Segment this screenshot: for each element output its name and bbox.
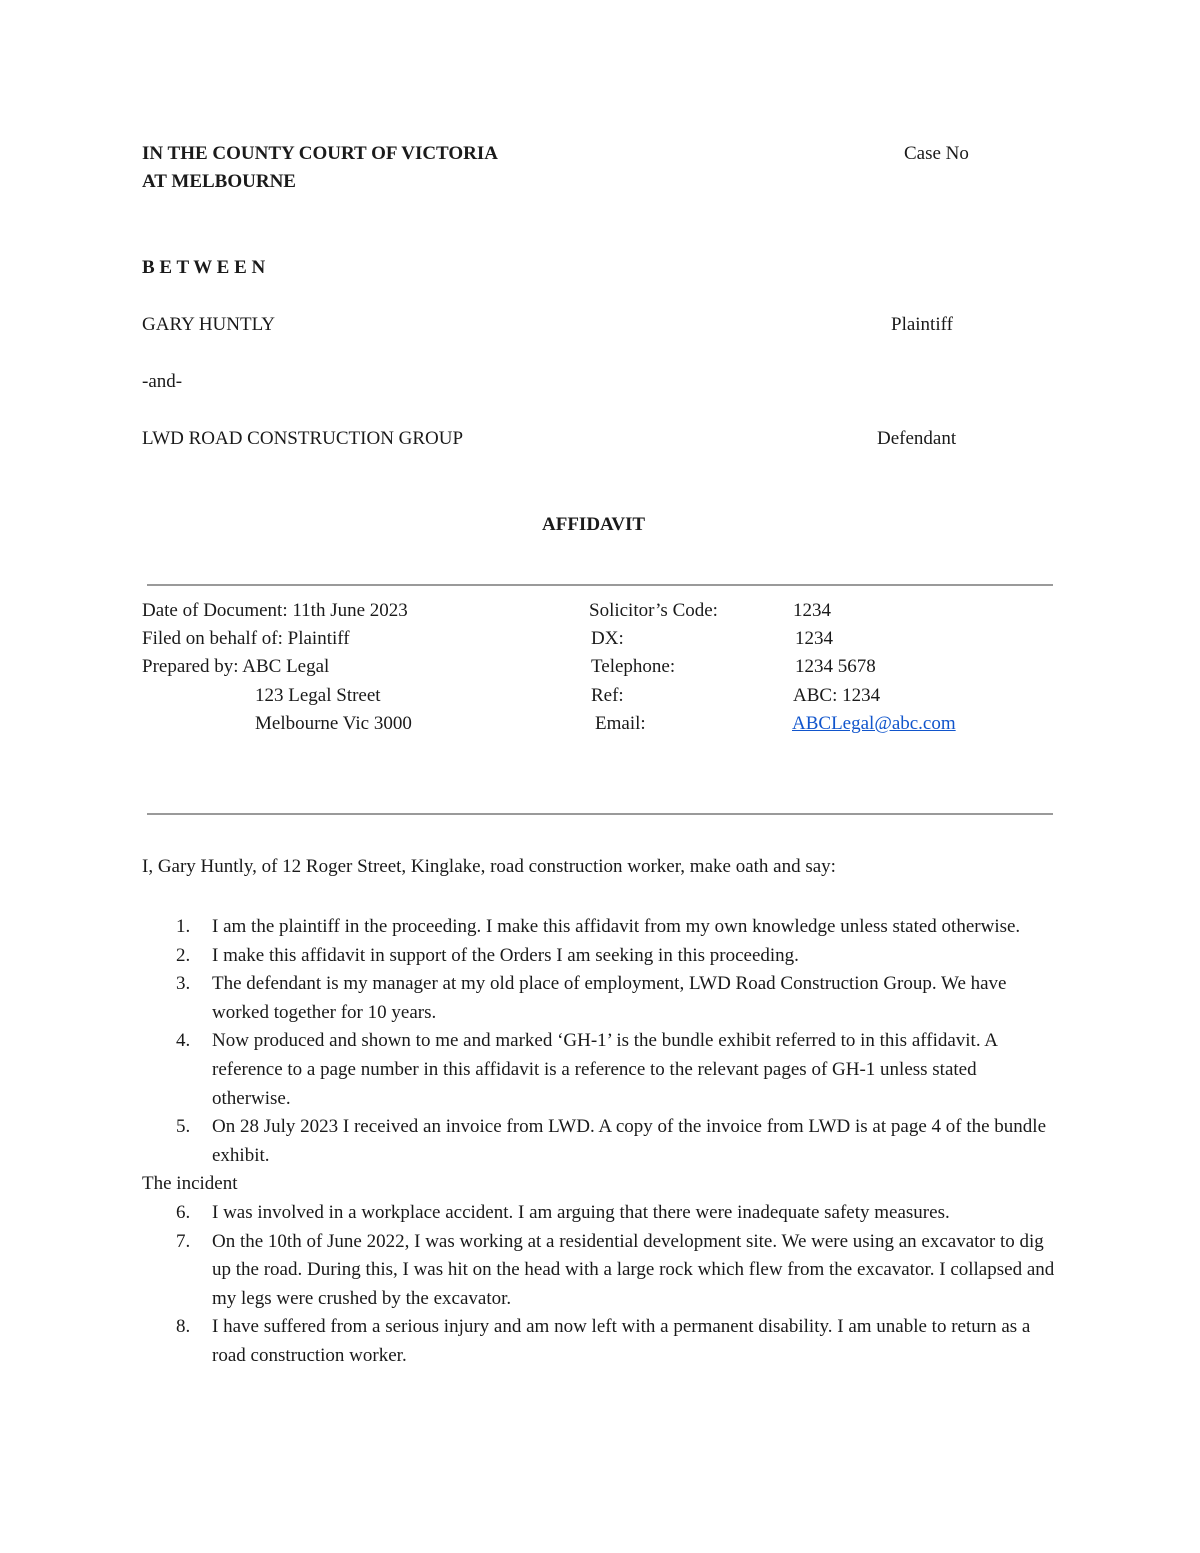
item-text: Now produced and shown to me and marked ‘GH-1’ is the bundle exhibit referred to in this affidavit. A reference to a page number in this affidavit is a reference to the relevant pages of GH-1 unless stated otherwise. <box>212 1030 997 1109</box>
defendant-role: Defendant <box>877 428 957 449</box>
item-number: 6. <box>176 1201 191 1223</box>
list-item <box>142 1027 1057 1113</box>
telephone-value: 1234 5678 <box>795 656 876 677</box>
prepared-by: Prepared by: ABC Legal <box>142 656 330 677</box>
telephone-label: Telephone: <box>591 656 676 677</box>
item-text: On 28 July 2023 I received an invoice from LWD. A copy of the invoice from LWD is at page 4 of the bundle exhibit. <box>212 1116 1047 1166</box>
item-text: I was involved in a workplace accident. I am arguing that there were inadequate safety measures. <box>212 1201 950 1223</box>
list-item <box>142 970 1057 1027</box>
ref-label: Ref: <box>591 685 624 706</box>
top-divider <box>147 584 1053 586</box>
address-line-city: Melbourne Vic 3000 <box>255 713 412 734</box>
item-text: I am the plaintiff in the proceeding. I make this affidavit from my own knowledge unless stated otherwise. <box>212 916 1021 937</box>
solicitor-code-value: 1234 <box>793 600 831 621</box>
plaintiff-name: GARY HUNTLY <box>142 314 276 335</box>
list-item <box>142 1199 1057 1228</box>
list-item <box>142 942 1057 971</box>
list-item <box>142 1313 1057 1370</box>
oath-intro: I, Gary Huntly, of 12 Roger Street, Kinglake, road construction worker, make oath and say: <box>142 856 836 877</box>
item-number: 8. <box>176 1316 191 1338</box>
case-number-label: Case No <box>904 143 969 164</box>
ref-value: ABC: 1234 <box>793 685 881 706</box>
solicitor-code-label: Solicitor’s Code: <box>589 600 718 621</box>
item-number: 7. <box>176 1230 191 1252</box>
section-heading-incident: The incident <box>142 1173 238 1195</box>
item-number: 1. <box>176 916 191 937</box>
court-location: AT MELBOURNE <box>142 171 296 192</box>
item-number: 4. <box>176 1030 191 1052</box>
list-item <box>142 1228 1057 1314</box>
item-text: I have suffered from a serious injury and am now left with a permanent disability. I am unable to return as a road construction worker. <box>212 1316 1031 1366</box>
address-line-street: 123 Legal Street <box>255 685 381 706</box>
bottom-divider <box>147 813 1053 815</box>
plaintiff-role: Plaintiff <box>891 314 953 335</box>
email-label: Email: <box>595 713 646 734</box>
defendant-name: LWD ROAD CONSTRUCTION GROUP <box>142 428 464 449</box>
email-link[interactable]: ABCLegal@abc.com <box>792 713 956 734</box>
document-title: AFFIDAVIT <box>542 514 646 535</box>
between-heading: B E T W E E N <box>142 257 266 278</box>
court-name: IN THE COUNTY COURT OF VICTORIA <box>142 143 498 164</box>
filed-on-behalf: Filed on behalf of: Plaintiff <box>142 628 350 649</box>
item-number: 3. <box>176 973 191 995</box>
and-separator: -and- <box>142 371 183 392</box>
dx-label: DX: <box>591 628 624 649</box>
dx-value: 1234 <box>795 628 833 649</box>
item-text: The defendant is my manager at my old place of employment, LWD Road Construction Group. We have worked together for 10 years. <box>212 973 1007 1023</box>
list-item <box>142 1113 1057 1170</box>
affidavit-paragraphs <box>142 913 1057 1371</box>
item-number: 2. <box>176 944 191 966</box>
item-number: 5. <box>176 1116 191 1138</box>
date-of-document: Date of Document: 11th June 2023 <box>142 600 408 621</box>
item-text: I make this affidavit in support of the Orders I am seeking in this proceeding. <box>212 944 799 966</box>
item-text: On the 10th of June 2022, I was working at a residential development site. We were using an excavator to dig up the road. During this, I was hit on the head with a large rock which flew from the excavator. I collapsed and my legs were crushed by the excavator. <box>212 1230 1055 1309</box>
list-item <box>142 913 1057 942</box>
